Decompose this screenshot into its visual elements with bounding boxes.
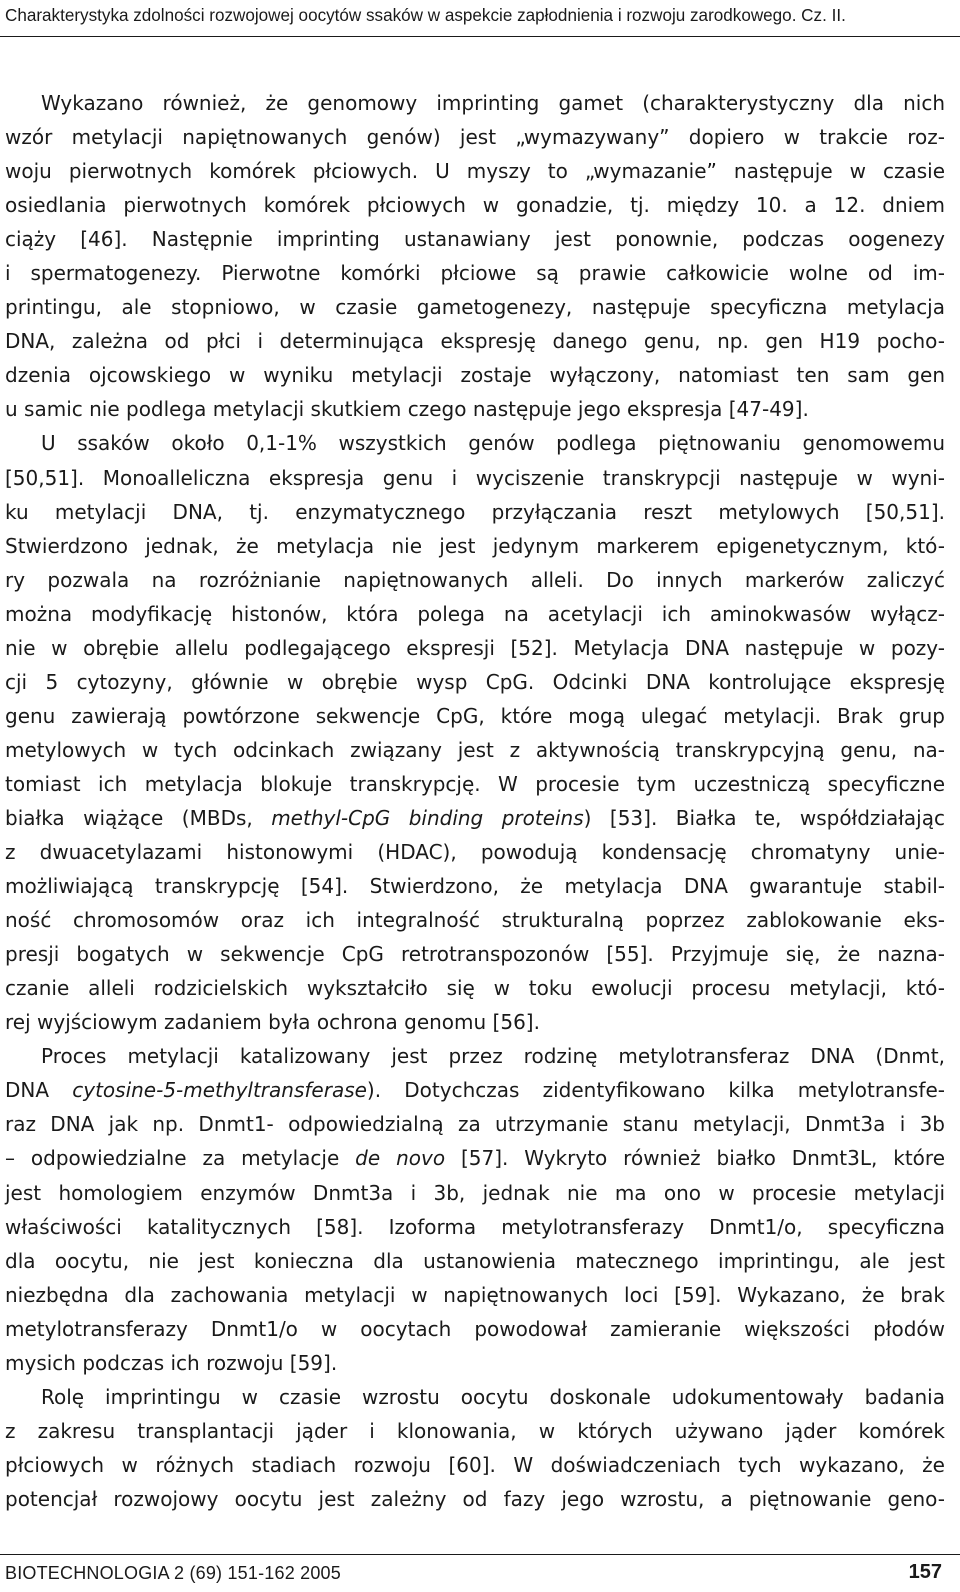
text-line: Wykazano również, że genomowy imprinting gamet (charakterystyczny dla nich (41, 91, 945, 115)
footer-rule (0, 1554, 960, 1555)
text-line: potencjał rozwojowy oocytu jest zależny od fazy jego wzrostu, a piętnowanie geno- (5, 1486, 945, 1511)
text-line: można modyfikację histonów, która polega na acetylacji ich aminokwasów wyłącz- (5, 601, 945, 626)
text-line (5, 801, 945, 835)
text-line: woju pierwotnych komórek płciowych. U myszy to „wymazanie” następuje w czasie (5, 159, 945, 184)
text-line: printingu, ale stopniowo, w czasie gametogenezy, następuje specyficzna metylacja (5, 295, 945, 320)
text-segment: ) [53]. Białka te, współdziałając (583, 805, 945, 830)
text-line: metylotransferazy Dnmt1/o w oocytach powodował zamieranie większości płodów (5, 1316, 945, 1341)
text-line: wzór metylacji napiętnowanych genów) jest „wymazywany” dopiero w trakcie roz- (5, 125, 945, 150)
text-line: u samic nie podlega metylacji skutkiem czego następuje jego ekspresja [47-49]. (5, 397, 809, 422)
text-line: właściwości katalitycznych [58]. Izoforma metylotransferazy Dnmt1/o, specyficzna (5, 1214, 945, 1239)
italic-term: cytosine-5-methyltransferase (72, 1078, 367, 1103)
text-line: z dwuacetylazami histonowymi (HDAC), powodują kondensację chromatyny unie- (5, 840, 945, 865)
text-line: Stwierdzono jednak, że metylacja nie jest jedynym markerem epigenetycznym, któ- (5, 533, 945, 558)
text-line: jest homologiem enzymów Dnmt3a i 3b, jednak nie ma ono w procesie metylacji (5, 1180, 945, 1205)
header-rule (0, 36, 960, 37)
text-line: presji bogatych w sekwencje CpG retrotranspozonów [55]. Przyjmuje się, że nazna- (5, 942, 945, 967)
text-line: Proces metylacji katalizowany jest przez rodzinę metylotransferaz DNA (Dnmt, (41, 1044, 945, 1069)
footer-journal: BIOTECHNOLOGIA 2 (69) 151-162 2005 (5, 1563, 341, 1583)
text-line: Rolę imprintingu w czasie wzrostu oocytu doskonale udokumentowały badania (41, 1384, 945, 1409)
italic-term: methyl-CpG binding proteins (271, 805, 584, 830)
text-line: ry pozwala na rozróżnianie napiętnowanych alleli. Do innych markerów zaliczyć (5, 567, 945, 592)
text-segment: ). Dotychczas zidentyfikowano kilka metylotransfe- (366, 1078, 945, 1103)
italic-term: de novo (355, 1146, 446, 1171)
footer-page-number: 157 (908, 1561, 942, 1583)
text-segment: – odpowiedzialne za metylacje (5, 1146, 356, 1171)
article-body (5, 86, 945, 1516)
text-line: dla oocytu, nie jest konieczna dla ustanowienia matecznego imprintingu, ale jest (5, 1248, 945, 1273)
text-line: nie w obrębie allelu podlegającego ekspresji [52]. Metylacja DNA następuje w pozy- (5, 635, 945, 660)
text-line: ność chromosomów oraz ich integralność strukturalną poprzez zablokowanie eks- (5, 908, 945, 933)
text-line: ciąży [46]. Następnie imprinting ustanawiany jest ponownie, podczas oogenezy (5, 227, 945, 252)
text-line (5, 1073, 945, 1107)
text-segment: białka wiążące (MBDs, (5, 805, 272, 830)
text-line: czanie alleli rodzicielskich wykształciło się w toku ewolucji procesu metylacji, któ- (5, 976, 945, 1001)
running-head: Charakterystyka zdolności rozwojowej oocytów ssaków w aspekcie zapłodnienia i rozwoju zarodkowego. Cz. II. (5, 6, 846, 25)
text-line: raz DNA jak np. Dnmt1- odpowiedzialną za utrzymanie stanu metylacji, Dnmt3a i 3b (5, 1112, 945, 1137)
text-line: ku metylacji DNA, tj. enzymatycznego przyłączania reszt metylowych [50,51]. (5, 499, 945, 524)
text-line: niezbędna dla zachowania metylacji w napiętnowanych loci [59]. Wykazano, że brak (5, 1282, 945, 1307)
text-line: [50,51]. Monoalleliczna ekspresja genu i wyciszenie transkrypcji następuje w wyni- (5, 465, 945, 490)
text-line: tomiast ich metylacja blokuje transkrypcję. W procesie tym uczestniczą specyficzne (5, 771, 945, 796)
text-line: genu zawierają powtórzone sekwencje CpG, które mogą ulegać metylacji. Brak grup (5, 703, 945, 728)
text-segment: [57]. Wykryto również białko Dnmt3L, które (445, 1146, 945, 1171)
text-line: cji 5 cytozyny, głównie w obrębie wysp CpG. Odcinki DNA kontrolujące ekspresję (5, 669, 945, 694)
text-segment: DNA (5, 1078, 73, 1103)
text-line: rej wyjściowym zadaniem była ochrona genomu [56]. (5, 1010, 540, 1035)
text-line: możliwiającą transkrypcję [54]. Stwierdzono, że metylacja DNA gwarantuje stabil- (5, 874, 945, 899)
text-line: U ssaków około 0,1-1% wszystkich genów podlega piętnowaniu genomowemu (41, 431, 945, 456)
text-line: mysich podczas ich rozwoju [59]. (5, 1350, 338, 1375)
text-line: metylowych w tych odcinkach związany jest z aktywnością transkrypcyjną genu, na- (5, 737, 945, 762)
text-line (5, 1141, 945, 1175)
text-line: dzenia ojcowskiego w wyniku metylacji zostaje wyłączony, natomiast ten sam gen (5, 363, 945, 388)
text-line: i spermatogenezy. Pierwotne komórki płciowe są prawie całkowicie wolne od im- (5, 261, 945, 286)
text-line: DNA, zależna od płci i determinująca ekspresję danego genu, np. gen H19 pocho- (5, 329, 945, 354)
text-line: z zakresu transplantacji jąder i klonowania, w których używano jąder komórek (5, 1418, 945, 1443)
text-line: płciowych w różnych stadiach rozwoju [60]. W doświadczeniach tych wykazano, że (5, 1452, 945, 1477)
text-line: osiedlania pierwotnych komórek płciowych w gonadzie, tj. między 10. a 12. dniem (5, 193, 945, 218)
